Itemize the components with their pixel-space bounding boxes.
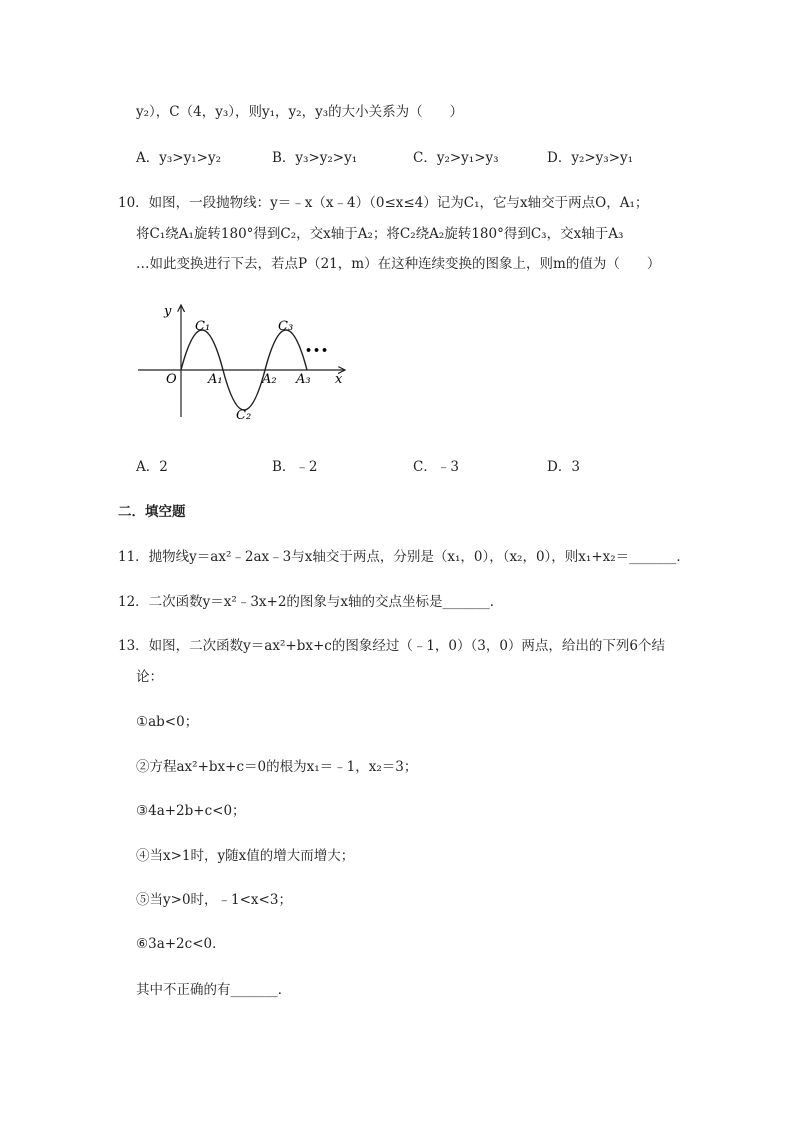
q10-option-d: D．3 xyxy=(547,459,580,475)
q13-line-1: 13．如图，二次函数y＝ax²+bx+c的图象经过（﹣1，0）（3，0）两点，给出的下列6个结 xyxy=(118,638,666,654)
curve-c1 xyxy=(181,330,223,370)
q13-item-3: ③4a+2b+c<0； xyxy=(136,803,246,819)
label-a2: A₂ xyxy=(262,372,277,387)
q13-item-6: ⑥3a+2c<0． xyxy=(136,936,226,952)
label-a3: A₃ xyxy=(296,372,311,387)
q13-line-2: 论： xyxy=(136,669,163,685)
label-c3: C₃ xyxy=(278,319,294,334)
continuation-dots: ••• xyxy=(305,344,330,357)
q13-final: 其中不正确的有_______． xyxy=(136,982,292,998)
q9-continuation: y₂），C（4，y₃），则y₁，y₂，y₃的大小关系为（ ） xyxy=(136,104,464,120)
label-c1: C₁ xyxy=(195,319,211,334)
q12: 12．二次函数y＝x²﹣3x+2的图象与x轴的交点坐标是_______． xyxy=(118,594,504,610)
label-o: O xyxy=(166,372,177,387)
q11: 11．抛物线y＝ax²﹣2ax﹣3与x轴交于两点，分别是（x₁，0），（x₂，0），则x₁+x₂＝_______． xyxy=(118,549,690,565)
q10-option-a: A．2 xyxy=(136,459,168,475)
q9-option-d: D．y₂>y₃>y₁ xyxy=(547,150,634,166)
q10-line-3: …如此变换进行下去，若点P（21，m）在这种连续变换的图象上，则m的值为（ ） xyxy=(136,256,661,272)
q10-line-1: 10．如图，一段抛物线：y＝﹣x（x﹣4）（0≤x≤4）记为C₁，它与x轴交于两点O，A₁； xyxy=(118,195,649,211)
q9-option-a: A．y₃>y₁>y₂ xyxy=(136,150,221,166)
label-c2: C₂ xyxy=(236,408,252,423)
label-x: x xyxy=(335,372,343,387)
curve-c3 xyxy=(265,330,307,370)
q10-option-b: B．﹣2 xyxy=(272,459,318,475)
q9-option-b: B．y₃>y₂>y₁ xyxy=(272,150,358,166)
q13-item-1: ①ab<0； xyxy=(136,714,199,730)
q9-option-c: C．y₂>y₁>y₃ xyxy=(413,150,499,166)
section-heading: 二．填空题 xyxy=(118,504,186,520)
q10-option-c: C．﹣3 xyxy=(413,459,459,475)
q10-line-2: 将C₁绕A₁旋转180°得到C₂，交x轴于A₂；将C₂绕A₂旋转180°得到C₃，交x轴于A₃ xyxy=(136,226,624,242)
q13-item-5: ⑤当y>0时，﹣1<x<3； xyxy=(136,892,292,908)
label-y: y xyxy=(164,304,172,319)
q13-item-4: ④当x>1时，y随x值的增大而增大； xyxy=(136,848,355,864)
label-a1: A₁ xyxy=(208,372,223,387)
q13-item-2: ②方程ax²+bx+c＝0的根为x₁＝﹣1，x₂＝3； xyxy=(136,759,418,775)
q10-figure xyxy=(130,295,360,430)
curve-c2 xyxy=(223,370,265,410)
